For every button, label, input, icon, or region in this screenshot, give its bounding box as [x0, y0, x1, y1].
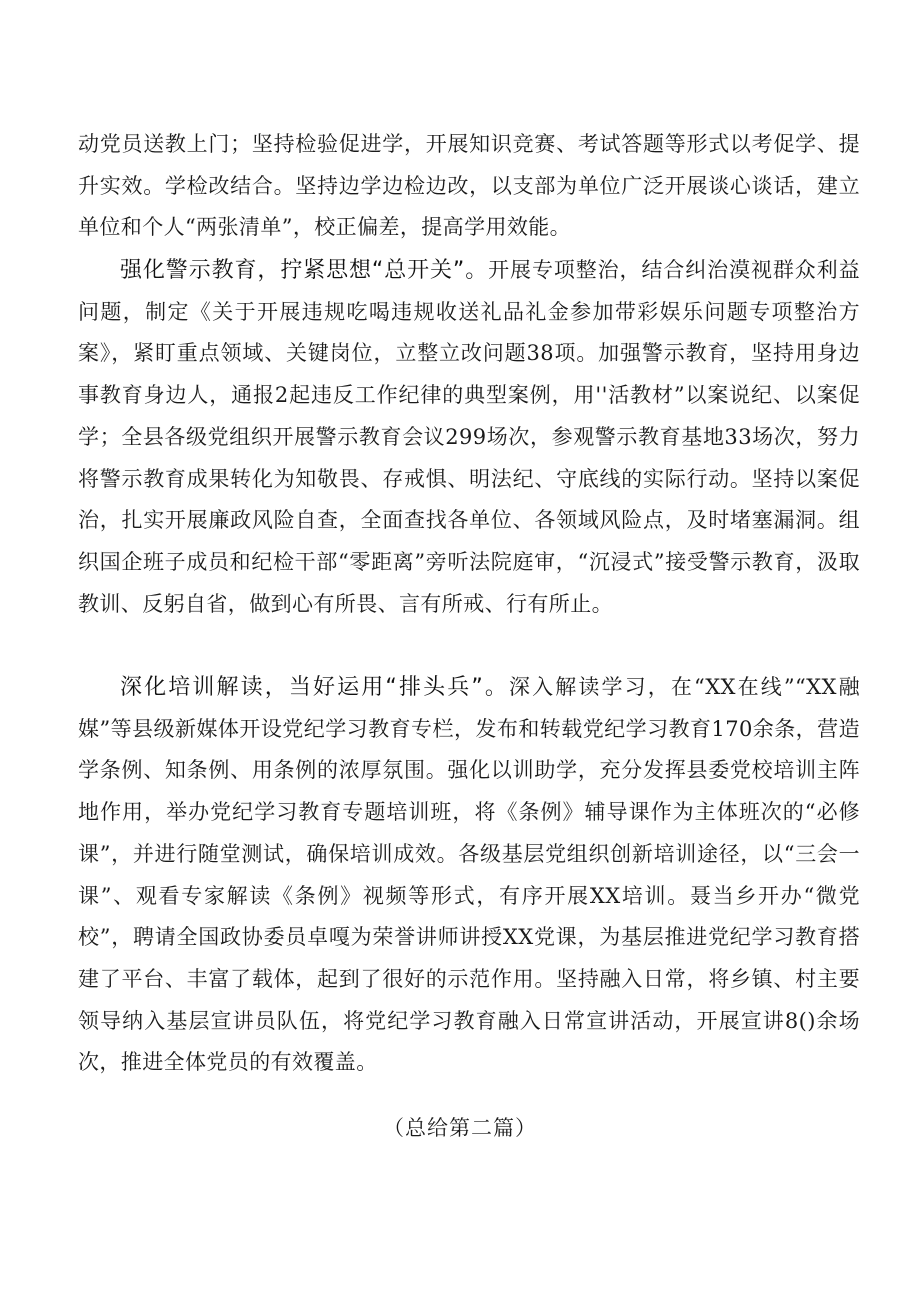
section-footer-note: （总给第二篇） [383, 1116, 537, 1140]
paragraph-training-interpretation [78, 667, 860, 1084]
paragraph-body: 开展专项整治，结合纠治漠视群众利益问题，制定《关于开展违规吃喝违规收送礼品礼金参加带彩娱乐问题专项整治方案》，紧盯重点领域、关键岗位，立整立改问题38项。加强警示教育，坚持用身边事教育身边人，通报2起违反工作纪律的典型案例，用''活教材”以案说纪、以案促学；全县各级党组织开展警示教育会议299场次，参观警示教育基地33场次，努力将警示教育成果转化为知敬畏、存戒惧、明法纪、守底线的实际行动。坚持以案促治，扎实开展廉政风险自查，全面查找各单位、各领域风险点，及时堵塞漏洞。组织国企班子成员和纪检干部“零距离”旁听法院庭审，“沉浸式”接受警示教育，汲取教训、反躬自省，做到心有所畏、言有所戒、行有所止。 [78, 258, 860, 616]
paragraph-body: 动党员送教上门；坚持检验促进学，开展知识竞赛、考试答题等形式以考促学、提升实效。学检改结合。坚持边学边检边改，以支部为单位广泛开展谈心谈话，建立单位和个人“两张清单”，校正偏差，提高学用效能。 [78, 132, 860, 240]
paragraph-warning-education [78, 250, 860, 625]
paragraph-body: 深入解读学习，在“XX在线”“XX融媒”等县级新媒体开设党纪学习教育专栏，发布和转载党纪学习教育170余条，营造学条例、知条例、用条例的浓厚氛围。强化以训助学，充分发挥县委党校培训主阵地作用，举办党纪学习教育专题培训班，将《条例》辅导课作为主体班次的“必修课”，并进行随堂测试，确保培训成效。各级基层党组织创新培训途径，以“三会一课”、观看专家解读《条例》视频等形式，有序开展XX培训。聂当乡开办“微党校”，聘请全国政协委员卓嘎为荣誉讲师讲授XX党课，为基层推进党纪学习教育搭建了平台、丰富了载体，起到了很好的示范作用。坚持融入日常，将乡镇、村主要领导纳入基层宣讲员队伍，将党纪学习教育融入日常宣讲活动，开展宣讲8()余场次，推进全体党员的有效覆盖。 [78, 675, 860, 1075]
paragraph-heading: 强化警示教育，拧紧思想“总开关”。 [120, 258, 489, 283]
paragraph-continuation [78, 124, 860, 249]
paragraph-heading: 深化培训解读，当好运用“排头兵”。 [120, 675, 510, 700]
